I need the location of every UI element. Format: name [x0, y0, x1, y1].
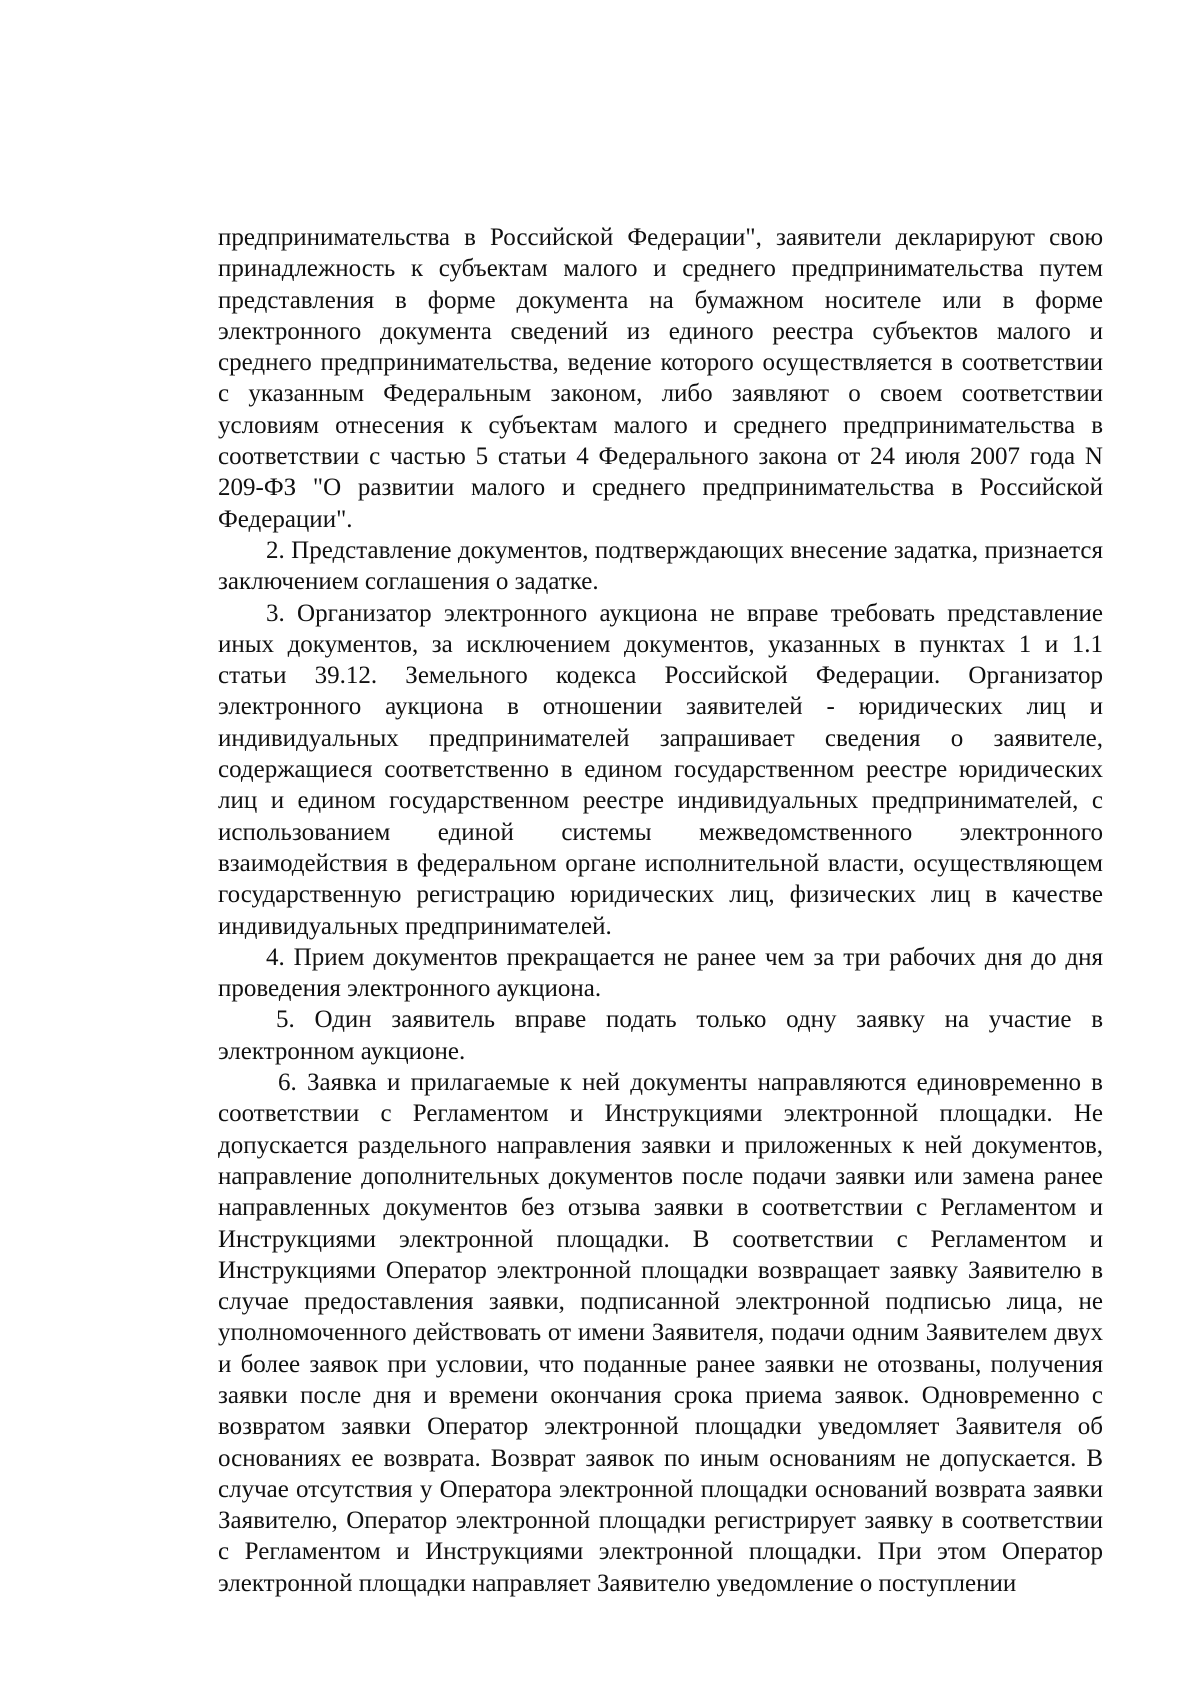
paragraph-item-6: 6. Заявка и прилагаемые к ней документы направляются единовременно в соответствии с Регламентом и Инструкциями электронной площадки. Не допускается раздельного направления заявки и приложенных к ней документов, направление дополнительных документов после подачи заявки или замена ранее направленных документов без отзыва заявки в соответствии с Регламентом и Инструкциями электронной площадки. В соответствии с Регламентом и Инструкциями Оператор электронной площадки возвращает заявку Заявителю в случае предоставления заявки, подписанной электронной подписью лица, не уполномоченного действовать от имени Заявителя, подачи одним Заявителем двух и более заявок при условии, что поданные ранее заявки не отозваны, получения заявки после дня и времени окончания срока приема заявок. Одновременно с возвратом заявки Оператор электронной площадки уведомляет Заявителя об основаниях ее возврата. Возврат заявок по иным основаниям не допускается. В случае отсутствия у Оператора электронной площадки оснований возврата заявки Заявителю, Оператор электронной площадки регистрирует заявку в соответствии с Регламентом и Инструкциями электронной площадки. При этом Оператор электронной площадки направляет Заявителю уведомление о поступлении [218, 1069, 1103, 1597]
paragraph-item-5: 5. Один заявитель вправе подать только одну заявку на участие в электронном аукционе. [218, 1006, 1103, 1065]
paragraph-item-2: 2. Представление документов, подтверждающих внесение задатка, признается заключением соглашения о задатке. [218, 536, 1103, 596]
paragraph-item-3: 3. Организатор электронного аукциона не вправе требовать представление иных документов, за исключением документов, указанных в пунктах 1 и 1.1 статьи 39.12. Земельного кодекса Российской Федерации. Организатор электронного аукциона в отношении заявителей - юридических лиц и индивидуальных предпринимателей запрашивает сведения о заявителе, содержащиеся соответственно в едином государственном реестре юридических лиц и едином государственном реестре индивидуальных предпринимателей, с использованием единой системы межведомственного электронного взаимодействия в федеральном органе исполнительной власти, осуществляющем государственную регистрацию юридических лиц, физических лиц в качестве индивидуальных предпринимателей. [218, 599, 1103, 940]
document-body [218, 222, 1103, 1599]
paragraph-continuation: предпринимательства в Российской Федерации", заявители декларируют свою принадлежность к субъектам малого и среднего предпринимательства путем представления в форме документа на бумажном носителе или в форме электронного документа сведений из единого реестра субъектов малого и среднего предпринимательства, ведение которого осуществляется в соответствии с указанным Федеральным законом, либо заявляют о своем соответствии условиям отнесения к субъектам малого и среднего предпринимательства в соответствии с частью 5 статьи 4 Федерального закона от 24 июля 2007 года N 209-ФЗ "О развитии малого и среднего предпринимательства в Российской Федерации". [218, 224, 1103, 533]
paragraph-item-4: 4. Прием документов прекращается не ранее чем за три рабочих дня до дня проведения электронного аукциона. [218, 943, 1103, 1003]
